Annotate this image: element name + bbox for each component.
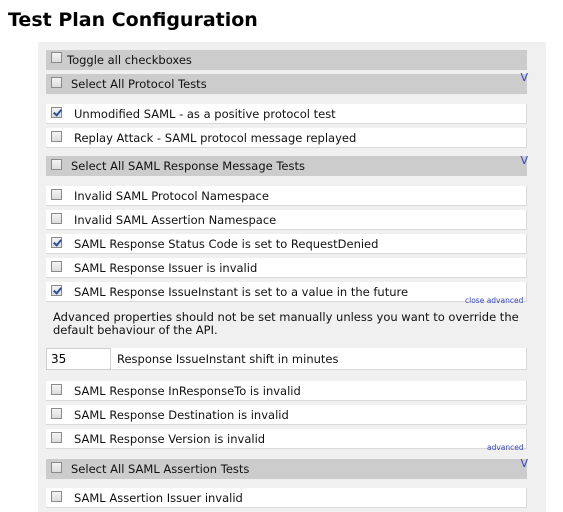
toggle-all-label: Toggle all checkboxes — [67, 53, 192, 67]
list-item[interactable] — [46, 258, 527, 278]
test-checkbox[interactable] — [51, 408, 62, 419]
test-label: SAML Response IssueInstant is set to a value in the future — [74, 285, 409, 299]
list-item[interactable] — [46, 234, 527, 254]
test-label: SAML Response Status Code is set to RequestDenied — [74, 237, 379, 251]
test-checkbox[interactable] — [51, 213, 62, 224]
test-checkbox[interactable] — [51, 261, 62, 272]
list-item[interactable] — [46, 210, 527, 230]
close-advanced-link[interactable]: close advanced — [465, 296, 524, 305]
list-item[interactable] — [46, 104, 527, 124]
protocol-section-header[interactable] — [46, 74, 527, 94]
list-item[interactable] — [46, 381, 527, 401]
list-item[interactable] — [46, 405, 527, 425]
select-all-assertion-checkbox[interactable] — [51, 462, 62, 473]
response-collapse-link[interactable]: V — [520, 154, 528, 167]
list-item[interactable] — [46, 429, 527, 449]
toggle-all-row[interactable] — [46, 50, 527, 70]
response-section-header[interactable] — [46, 156, 527, 176]
select-all-protocol-checkbox[interactable] — [51, 77, 62, 88]
protocol-collapse-link[interactable]: V — [520, 71, 528, 84]
test-checkbox[interactable] — [51, 189, 62, 200]
list-item[interactable] — [46, 186, 527, 206]
test-label: SAML Response InResponseTo is invalid — [74, 384, 301, 398]
list-item[interactable] — [46, 282, 527, 302]
test-label: Invalid SAML Assertion Namespace — [74, 213, 277, 227]
test-checkbox[interactable] — [51, 285, 62, 296]
test-label: SAML Response Destination is invalid — [74, 408, 289, 422]
select-all-assertion-label: Select All SAML Assertion Tests — [71, 462, 250, 476]
select-all-protocol-label: Select All Protocol Tests — [71, 77, 207, 91]
test-label: SAML Assertion Issuer invalid — [74, 491, 243, 505]
select-all-response-label: Select All SAML Response Message Tests — [71, 159, 305, 173]
select-all-response-checkbox[interactable] — [51, 159, 62, 170]
test-label: SAML Response Version is invalid — [74, 432, 266, 446]
list-item[interactable] — [46, 488, 527, 508]
test-label: Invalid SAML Protocol Namespace — [74, 189, 269, 203]
test-checkbox[interactable] — [51, 384, 62, 395]
test-checkbox[interactable] — [51, 432, 62, 443]
test-label: Unmodified SAML - as a positive protocol test — [74, 107, 336, 121]
page-title: Test Plan Configuration — [8, 9, 258, 31]
test-label: SAML Response Issuer is invalid — [74, 261, 258, 275]
assertion-collapse-link[interactable]: V — [520, 457, 528, 470]
shift-field-row — [46, 348, 527, 370]
list-item[interactable] — [46, 128, 527, 148]
advanced-link[interactable]: advanced — [487, 443, 524, 452]
test-checkbox[interactable] — [51, 131, 62, 142]
test-checkbox[interactable] — [51, 107, 62, 118]
toggle-all-checkbox[interactable] — [51, 52, 62, 63]
issueinstant-shift-input[interactable]: 35 — [46, 348, 111, 370]
test-checkbox[interactable] — [51, 237, 62, 248]
assertion-section-header[interactable] — [46, 459, 527, 479]
test-checkbox[interactable] — [51, 491, 62, 502]
advanced-note: Advanced properties should not be set manually unless you want to override the default behaviour of the API. — [53, 310, 519, 337]
test-label: Replay Attack - SAML protocol message replayed — [74, 131, 357, 145]
issueinstant-shift-label: Response IssueInstant shift in minutes — [117, 352, 339, 366]
